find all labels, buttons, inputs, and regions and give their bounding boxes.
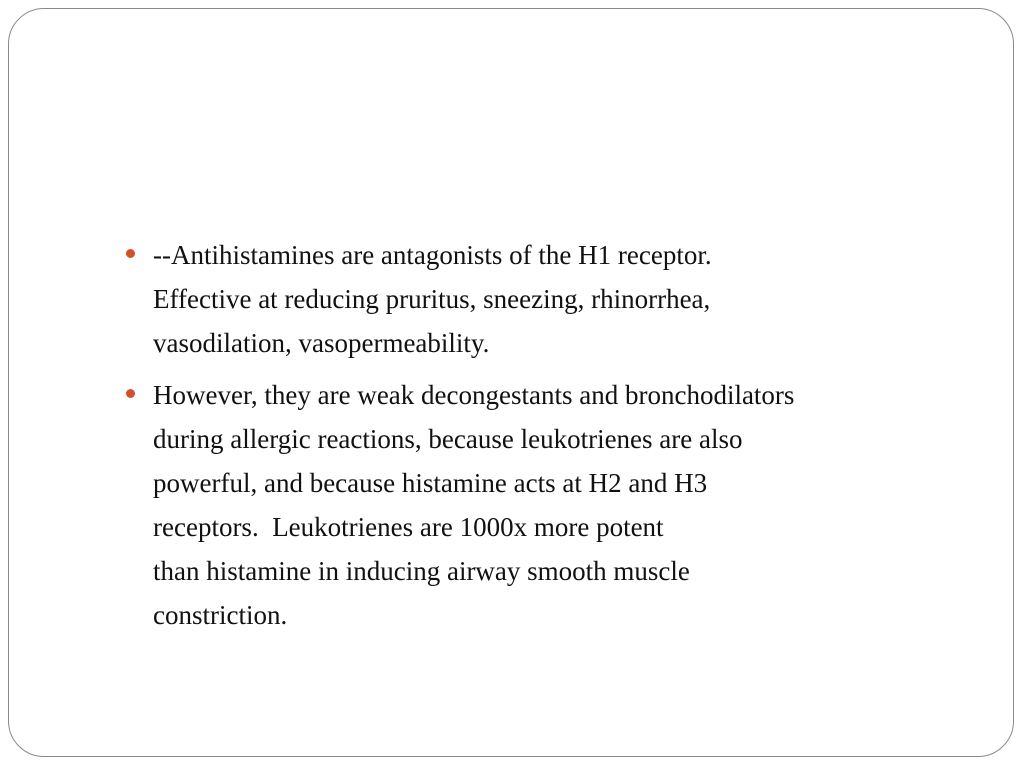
bullet-2-line-1: However, they are weak decongestants and bronchodilators — [153, 380, 795, 410]
bullet-item-2 — [121, 373, 941, 637]
bullet-2-line-4: receptors. Leukotrienes are 1000x more potent — [153, 512, 664, 542]
bullet-item-1 — [121, 233, 941, 365]
bullet-dot-icon — [126, 389, 135, 398]
slide-body — [121, 233, 941, 645]
bullet-2-line-3: powerful, and because histamine acts at H2 and H3 — [153, 468, 708, 498]
bullet-2-line-6: constriction. — [153, 600, 288, 630]
bullet-dot-icon — [126, 249, 135, 258]
slide-frame — [8, 8, 1014, 757]
bullet-1-line-2: Effective at reducing pruritus, sneezing, rhinorrhea, — [153, 284, 711, 314]
bullet-1-line-1: --Antihistamines are antagonists of the H1 receptor. — [153, 240, 712, 270]
bullet-2-line-5: than histamine in inducing airway smooth muscle — [153, 556, 690, 586]
bullet-1-line-3: vasodilation, vasopermeability. — [153, 328, 490, 358]
bullet-2-line-2: during allergic reactions, because leukotrienes are also — [153, 424, 743, 454]
